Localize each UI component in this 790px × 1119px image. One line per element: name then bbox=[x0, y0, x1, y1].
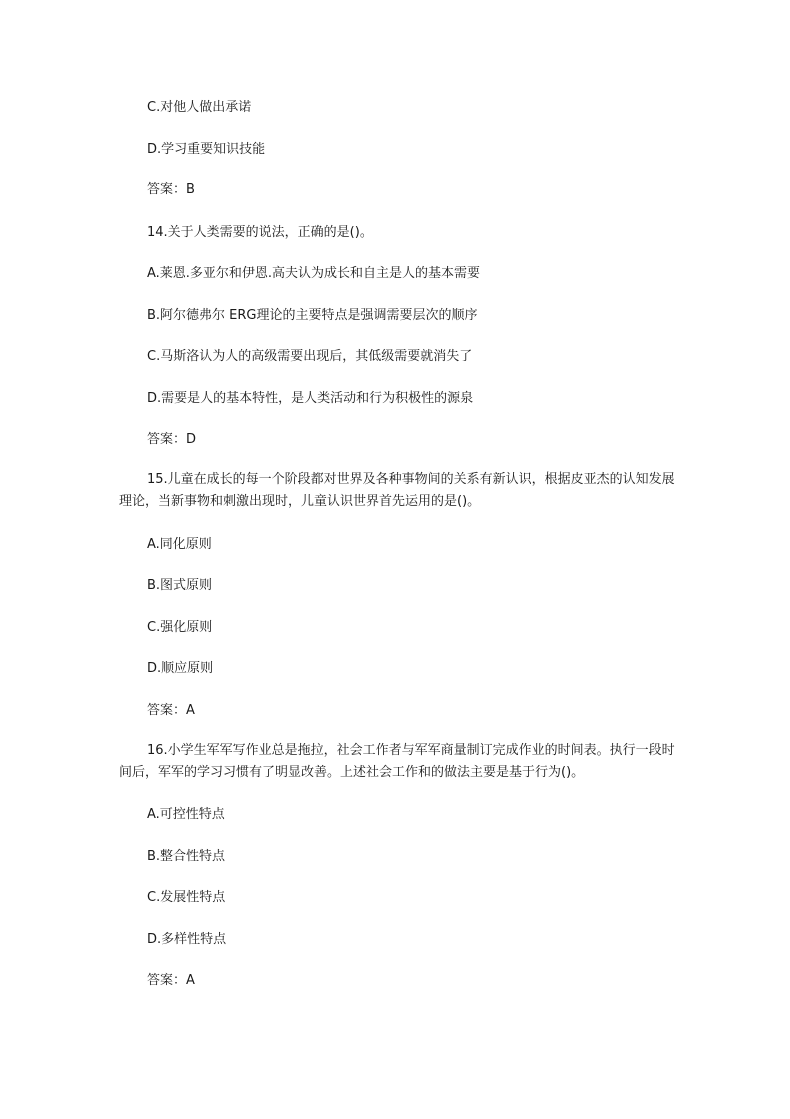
q15-question: 15.儿童在成长的每一个阶段都对世界及各种事物间的关系有新认识，根据皮亚杰的认知发展理论，当新事物和刺激出现时，儿童认识世界首先运用的是()。 bbox=[119, 472, 675, 509]
q15-answer: 答案：A bbox=[147, 703, 195, 718]
q15-option-a: A.同化原则 bbox=[147, 537, 212, 552]
q14-option-d: D.需要是人的基本特性，是人类活动和行为积极性的源泉 bbox=[147, 391, 474, 406]
q16-answer: 答案：A bbox=[147, 973, 195, 988]
q16-option-c: C.发展性特点 bbox=[147, 890, 226, 905]
q16-option-d: D.多样性特点 bbox=[147, 932, 227, 947]
q15-option-d: D.顺应原则 bbox=[147, 661, 214, 676]
q13-answer: 答案：B bbox=[147, 182, 195, 197]
q14-option-b: B.阿尔德弗尔 ERG理论的主要特点是强调需要层次的顺序 bbox=[147, 308, 478, 323]
q14-answer: 答案：D bbox=[147, 432, 197, 447]
q14-option-c: C.马斯洛认为人的高级需要出现后，其低级需要就消失了 bbox=[147, 349, 473, 364]
q13-option-c: C.对他人做出承诺 bbox=[147, 100, 252, 115]
q15-option-b: B.图式原则 bbox=[147, 578, 213, 593]
q14-option-a: A.莱恩.多亚尔和伊恩.高夫认为成长和自主是人的基本需要 bbox=[147, 266, 481, 281]
q16-option-b: B.整合性特点 bbox=[147, 849, 226, 864]
q15-option-c: C.强化原则 bbox=[147, 620, 213, 635]
q14-question: 14.关于人类需要的说法，正确的是()。 bbox=[147, 225, 373, 240]
q16-option-a: A.可控性特点 bbox=[147, 807, 225, 822]
q13-option-d: D.学习重要知识技能 bbox=[147, 142, 266, 157]
q16-question: 16.小学生军军写作业总是拖拉，社会工作者与军军商量制订完成作业的时间表。执行一段时间后，军军的学习习惯有了明显改善。上述社会工作和的做法主要是基于行为()。 bbox=[119, 743, 675, 780]
